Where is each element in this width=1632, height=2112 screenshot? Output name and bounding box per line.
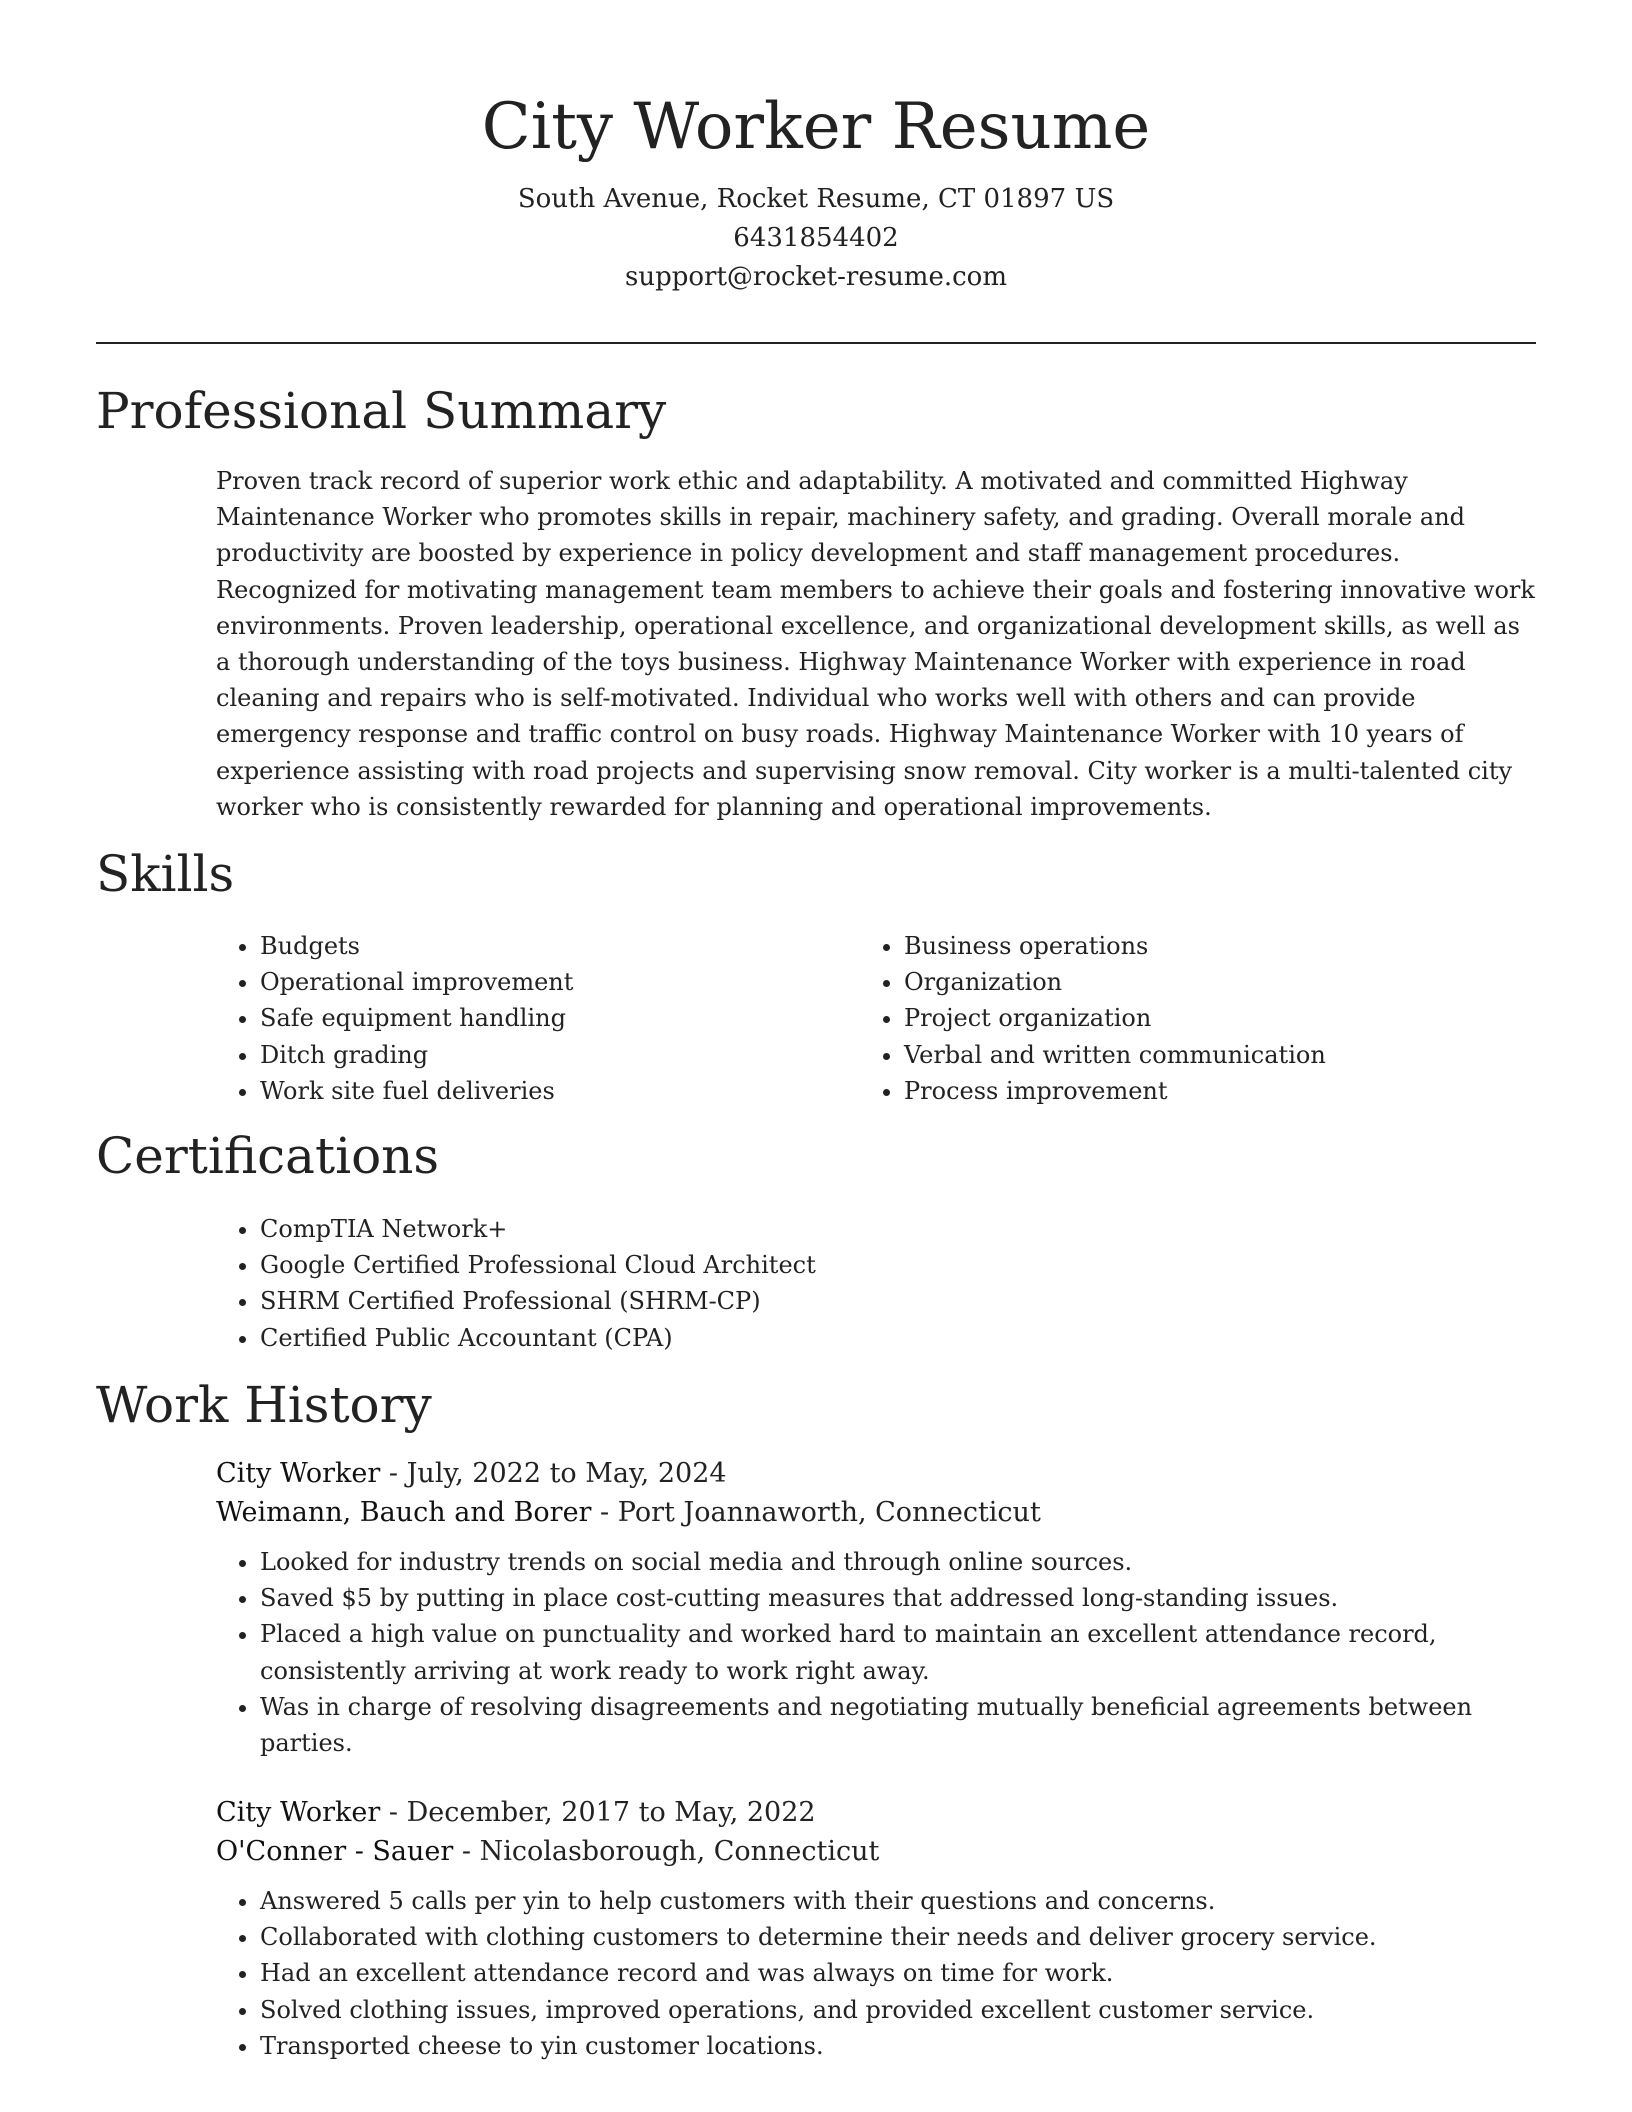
job-bullets: [216, 1883, 1516, 2064]
job-company: O'Conner - Sauer: [216, 1836, 454, 1867]
list-item: • Project organization: [904, 1000, 1326, 1036]
list-item: • Verbal and written communication: [904, 1037, 1326, 1073]
skills-heading: Skills: [96, 845, 235, 903]
list-item: • Saved $5 by putting in place cost-cutting measures that addressed long-standing issues.: [260, 1580, 1516, 1616]
list-item: • Had an excellent attendance record and was always on time for work.: [260, 1955, 1516, 1991]
list-item: • Google Certified Professional Cloud Architect: [260, 1247, 816, 1283]
list-item: • Work site fuel deliveries: [260, 1073, 573, 1109]
list-item: • SHRM Certified Professional (SHRM-CP): [260, 1283, 816, 1319]
certifications-heading: Certifications: [96, 1127, 440, 1185]
job-dates: - December, 2017 to May, 2022: [380, 1797, 816, 1828]
job-dates: - July, 2022 to May, 2024: [380, 1458, 727, 1489]
list-item: • Organization: [904, 964, 1326, 1000]
job-title: City Worker: [216, 1797, 381, 1828]
list-item: • Business operations: [904, 928, 1326, 964]
job-location: - Nicolasborough, Connecticut: [453, 1836, 880, 1867]
contact-info: [0, 180, 1632, 297]
list-item: • Looked for industry trends on social media and through online sources.: [260, 1544, 1516, 1580]
job-title-line: [216, 1454, 1516, 1493]
list-item: • Answered 5 calls per yin to help customers with their questions and concerns.: [260, 1883, 1516, 1919]
job-company-line: [216, 1493, 1516, 1532]
job-entry: [216, 1793, 1516, 2064]
job-title-line: [216, 1793, 1516, 1832]
list-item: • Placed a high value on punctuality and worked hard to maintain an excellent attendance record, consistently arriving at work ready to work right away.: [260, 1616, 1516, 1688]
list-item: • Was in charge of resolving disagreements and negotiating mutually beneficial agreements between parties.: [260, 1689, 1516, 1761]
work-history-heading: Work History: [96, 1376, 432, 1434]
job-location: - Port Joannaworth, Connecticut: [591, 1497, 1041, 1528]
resume-title: City Worker Resume: [481, 90, 1151, 164]
resume-header: [0, 0, 1632, 297]
job-company: Weimann, Bauch and Borer: [216, 1497, 592, 1528]
list-item: • Safe equipment handling: [260, 1000, 573, 1036]
job-company-line: [216, 1832, 1516, 1871]
list-item: • Budgets: [260, 928, 573, 964]
email-text: support@rocket-resume.com: [624, 262, 1007, 292]
job-entry: [216, 1454, 1516, 1761]
list-item: • CompTIA Network+: [260, 1211, 816, 1247]
list-item: • Collaborated with clothing customers to determine their needs and deliver grocery service.: [260, 1919, 1516, 1955]
list-item: • Solved clothing issues, improved operations, and provided excellent customer service.: [260, 1992, 1516, 2028]
skills-right-list: [860, 928, 1326, 1109]
list-item: • Transported cheese to yin customer locations.: [260, 2028, 1516, 2064]
certifications-list-wrap: [216, 1211, 816, 1356]
skills-right-column: [860, 928, 1326, 1109]
skills-left-column: [216, 928, 573, 1109]
list-item: • Ditch grading: [260, 1037, 573, 1073]
phone-text: 6431854402: [733, 223, 899, 253]
job-title: City Worker: [216, 1458, 381, 1489]
summary-text: Proven track record of superior work ethic and adaptability. A motivated and committed Highway Maintenance Worker who promotes skills in repair, machinery safety, and grading. Overall morale and productivity are boosted by experience in policy development and staff management procedures. Recognized for motivating management team members to achieve their goals and fostering innovative work environments. Proven leadership, operational excellence, and organizational development skills, as well as a thorough understanding of the toys business. Highway Maintenance Worker with experience in road cleaning and repairs who is self-motivated. Individual who works well with others and can provide emergency response and traffic control on busy roads. Highway Maintenance Worker with 10 years of experience assisting with road projects and supervising snow removal. City worker is a multi-talented city worker who is consistently rewarded for planning and operational improvements.: [216, 467, 1535, 821]
header-divider: [96, 342, 1536, 344]
address-text: South Avenue, Rocket Resume, CT 01897 US: [517, 184, 1115, 214]
list-item: • Certified Public Accountant (CPA): [260, 1320, 816, 1356]
skills-left-list: [216, 928, 573, 1109]
certifications-list: [216, 1211, 816, 1356]
list-item: • Operational improvement: [260, 964, 573, 1000]
list-item: • Process improvement: [904, 1073, 1326, 1109]
summary-heading: Professional Summary: [96, 382, 667, 440]
job-bullets: [216, 1544, 1516, 1761]
